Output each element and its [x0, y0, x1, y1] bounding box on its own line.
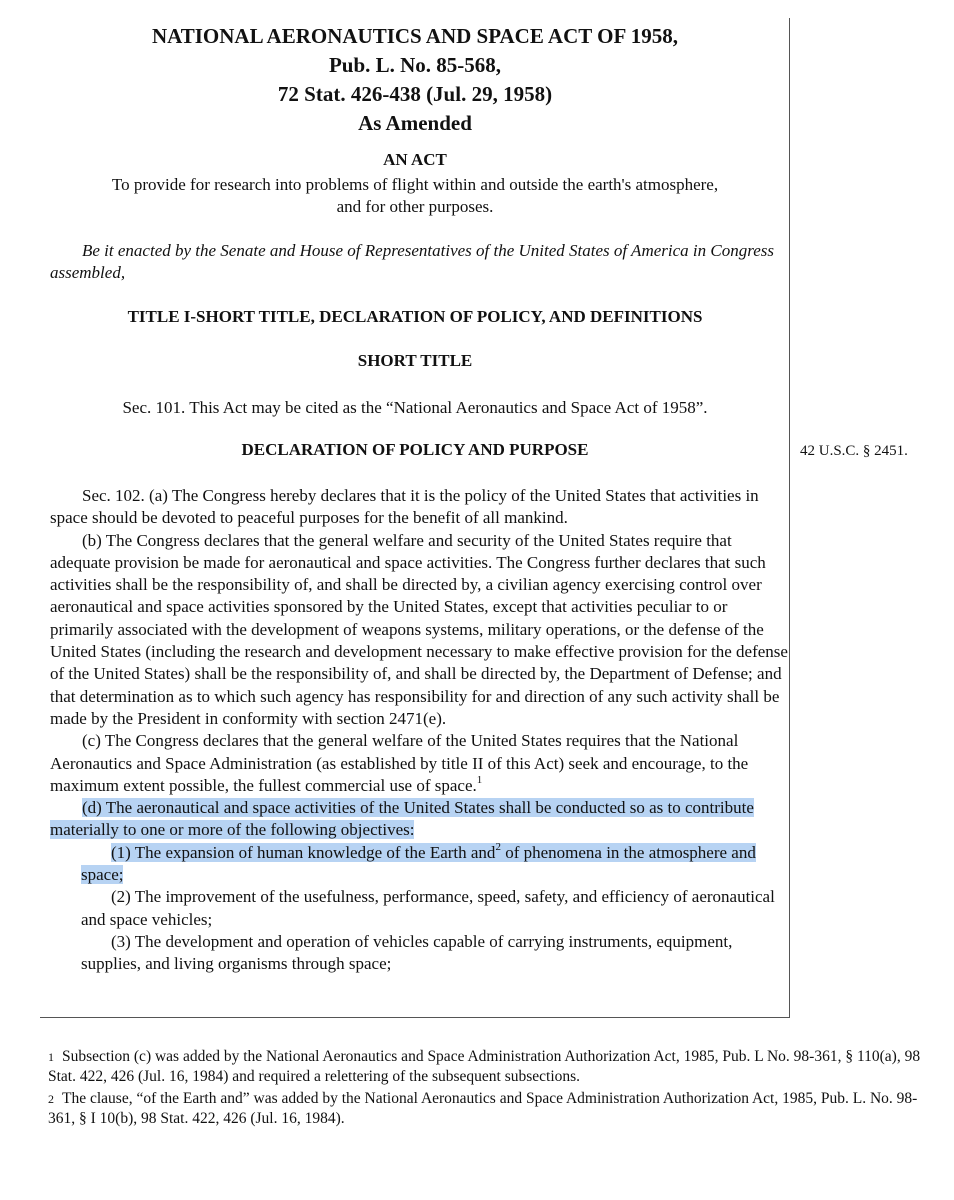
title-line-1: NATIONAL AERONAUTICS AND SPACE ACT OF 1958,	[151, 24, 679, 48]
footnotes	[48, 1047, 928, 1131]
document-title	[40, 22, 790, 138]
footnote-1-text: Subsection (c) was added by the National Aeronautics and Space Administration Authorization Act, 1985, Pub. L No. 98-361, § 110(a), 98 Stat. 422, 426 (Jul. 16, 1984) and required a relettering of the subsequent subsections.	[48, 1048, 921, 1085]
act-purpose	[40, 174, 790, 218]
objective-3: (3) The development and operation of vehicles capable of carrying instruments, equipment, supplies, and living organisms through space;	[81, 931, 733, 974]
act-heading: AN ACT	[383, 150, 447, 169]
footnote-2-number: 2	[48, 1092, 54, 1106]
declaration-heading: DECLARATION OF POLICY AND PURPOSE	[241, 440, 589, 459]
footnote-1	[48, 1047, 928, 1087]
footnote-ref-2[interactable]: 2	[495, 840, 501, 853]
section-102-body	[50, 485, 790, 976]
footnote-separator	[40, 1017, 790, 1018]
short-title-heading: SHORT TITLE	[357, 351, 473, 370]
footnote-ref-1[interactable]: 1	[476, 773, 483, 786]
section-102-d	[50, 797, 790, 842]
footnote-1-number: 1	[48, 1050, 54, 1064]
act-purpose-line-2: and for other purposes.	[336, 197, 494, 216]
objective-1-text[interactable]	[81, 840, 756, 885]
section-102-b: (b) The Congress declares that the general welfare and security of the United States require that adequate provision be made for aeronautical and space activities. The Congress further declares that such activities shall be the responsibility of, and shall be directed by, a civilian agency exercising control over aeronautical and space activities sponsored by the United States, except that activities peculiar to or primarily associated with the development of weapons systems, military operations, or the defense of the United States (including the research and development necessary to make effective provision for the defense of the United States) shall be the responsibility of, and shall be directed by, the Department of Defense; and that determination as to which such agency has responsibility for and direction of any such activity shall be made by the President in conformity with section 2471(e).	[50, 530, 788, 728]
section-102-c	[50, 730, 790, 797]
title-line-3: 72 Stat. 426-438 (Jul. 29, 1958)	[277, 82, 553, 106]
objective-1	[50, 842, 790, 887]
margin-citation: 42 U.S.C. § 2451.	[800, 443, 908, 459]
title-one-heading: TITLE I-SHORT TITLE, DECLARATION OF POLICY, AND DEFINITIONS	[127, 307, 703, 326]
title-line-4: As Amended	[358, 111, 472, 135]
title-line-2: Pub. L. No. 85-568,	[328, 53, 502, 77]
footnote-2	[48, 1089, 928, 1129]
footnote-2-text: The clause, “of the Earth and” was added by the National Aeronautics and Space Administration Authorization Act, 1985, Pub. L. No. 98-361, § I 10(b), 98 Stat. 422, 426 (Jul. 16, 1984).	[48, 1090, 918, 1127]
objective-2: (2) The improvement of the usefulness, performance, speed, safety, and efficiency of aeronautical and space vehicles;	[81, 887, 775, 929]
section-102-a: Sec. 102. (a) The Congress hereby declares that it is the policy of the United States that activities in space should be devoted to peaceful purposes for the benefit of all mankind.	[50, 486, 759, 528]
enacting-clause: Be it enacted by the Senate and House of Representatives of the United States of America in Congress assembled,	[50, 241, 774, 282]
section-102-d-text[interactable]: (d) The aeronautical and space activities of the United States shall be conducted so as to contribute materially to one or more of the following objectives:	[50, 798, 754, 840]
objective-1-part-1: (1) The expansion of human knowledge of the Earth and	[111, 842, 496, 862]
section-102-c-text: (c) The Congress declares that the general welfare of the United States requires that the National Aeronautics and Space Administration (as established by title II of this Act) seek and encourage, to the maximum extent possible, the fullest commercial use of space.	[50, 731, 749, 795]
section-101: Sec. 101. This Act may be cited as the “National Aeronautics and Space Act of 1958”.	[122, 398, 708, 417]
act-purpose-line-1: To provide for research into problems of flight within and outside the earth's atmosphere,	[111, 175, 719, 194]
objective-1-part-2: of phenomena in the atmosphere and space;	[81, 842, 756, 885]
